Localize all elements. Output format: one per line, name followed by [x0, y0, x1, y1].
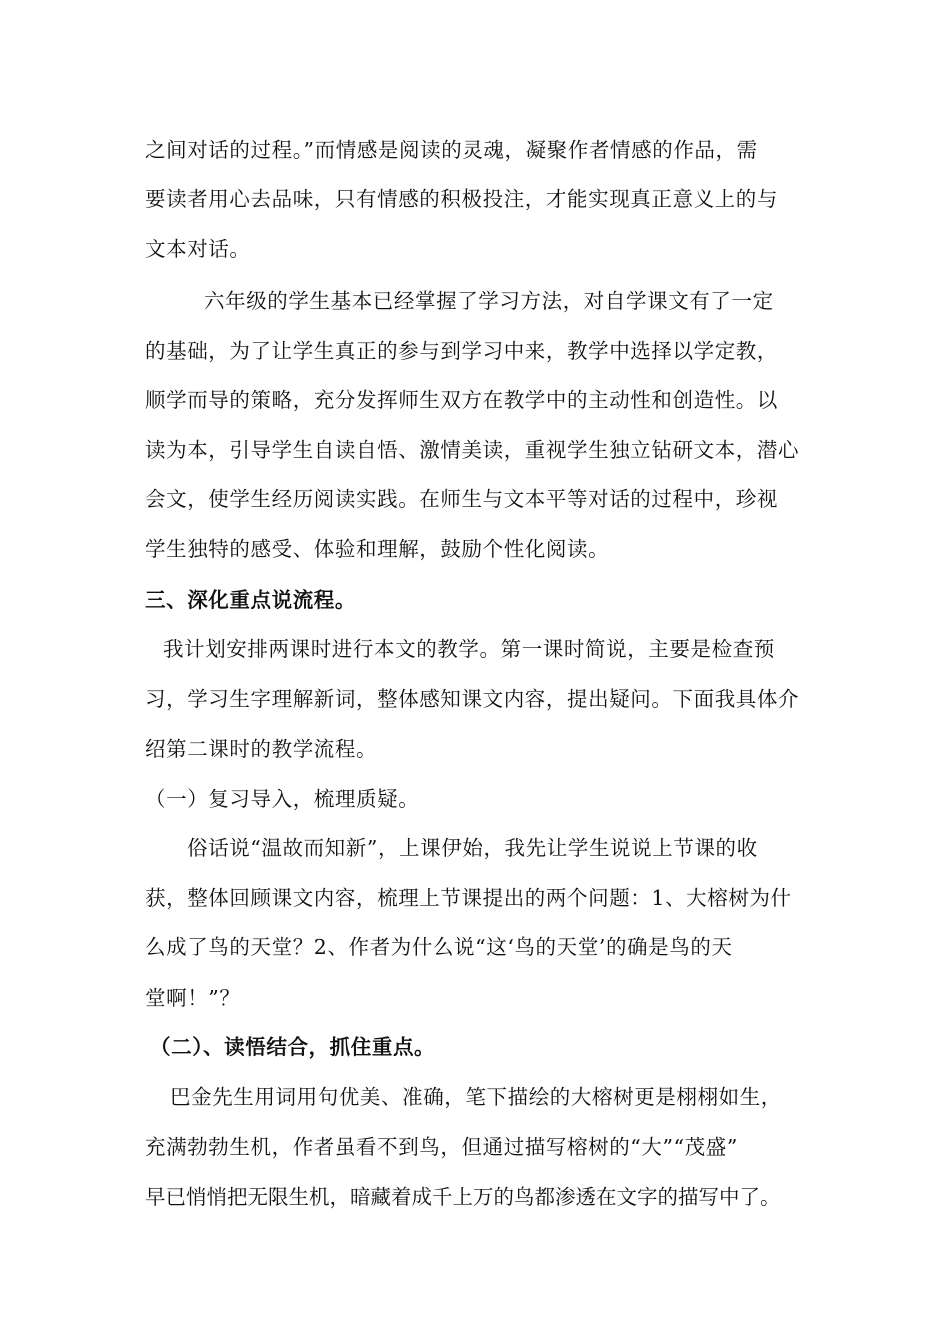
paragraph-line: 我计划安排两课时进行本文的教学。第一课时简说，主要是检查预	[163, 637, 775, 661]
paragraph-line: 习，学习生字理解新词，整体感知课文内容，提出疑问。下面我具体介	[145, 687, 800, 711]
subsection-heading: （一）复习导入，梳理质疑。	[145, 787, 420, 811]
paragraph-line: 早已悄悄把无限生机，暗藏着成千上万的鸟都渗透在文字的描写中了。	[145, 1185, 781, 1209]
paragraph-line: 学生独特的感受、体验和理解，鼓励个性化阅读。	[145, 537, 610, 561]
paragraph-line: 么成了鸟的天堂？2、作者为什么说“这‘鸟的天堂’的确是鸟的天	[145, 935, 733, 959]
paragraph-line: 俗话说“温故而知新”，上课伊始，我先让学生说说上节课的收	[187, 836, 758, 860]
paragraph-line: 文本对话。	[145, 237, 251, 261]
paragraph-line: 的基础，为了让学生真正的参与到学习中来，教学中选择以学定教，	[145, 339, 778, 363]
paragraph-line: 会文，使学生经历阅读实践。在师生与文本平等对话的过程中，珍视	[145, 487, 778, 511]
paragraph-line: 绍第二课时的教学流程。	[145, 737, 378, 761]
paragraph-line: 顺学而导的策略，充分发挥师生双方在教学中的主动性和创造性。以	[145, 388, 778, 412]
paragraph-line: 要读者用心去品味，只有情感的积极投注，才能实现真正意义上的与	[145, 187, 778, 211]
subsection-heading: （二）、读悟结合，抓住重点。	[150, 1035, 436, 1059]
paragraph-line: 巴金先生用词用句优美、准确，笔下描绘的大榕树更是栩栩如生，	[170, 1085, 782, 1109]
paragraph-line: 读为本，引导学生自读自悟、激情美读，重视学生独立钻研文本，潜心	[145, 438, 800, 462]
paragraph-line: 六年级的学生基本已经掌握了学习方法，对自学课文有了一定	[204, 289, 774, 313]
paragraph-line: 获，整体回顾课文内容，梳理上节课提出的两个问题：1、大榕树为什	[145, 886, 792, 910]
paragraph-line: 充满勃勃生机，作者虽看不到鸟，但通过描写榕树的“大”“茂盛”	[145, 1135, 738, 1159]
paragraph-line: 堂啊！”？	[145, 986, 241, 1010]
section-heading: 三、深化重点说流程。	[145, 588, 356, 612]
paragraph-line: 之间对话的过程。”而情感是阅读的灵魂，凝聚作者情感的作品，需	[145, 138, 758, 162]
